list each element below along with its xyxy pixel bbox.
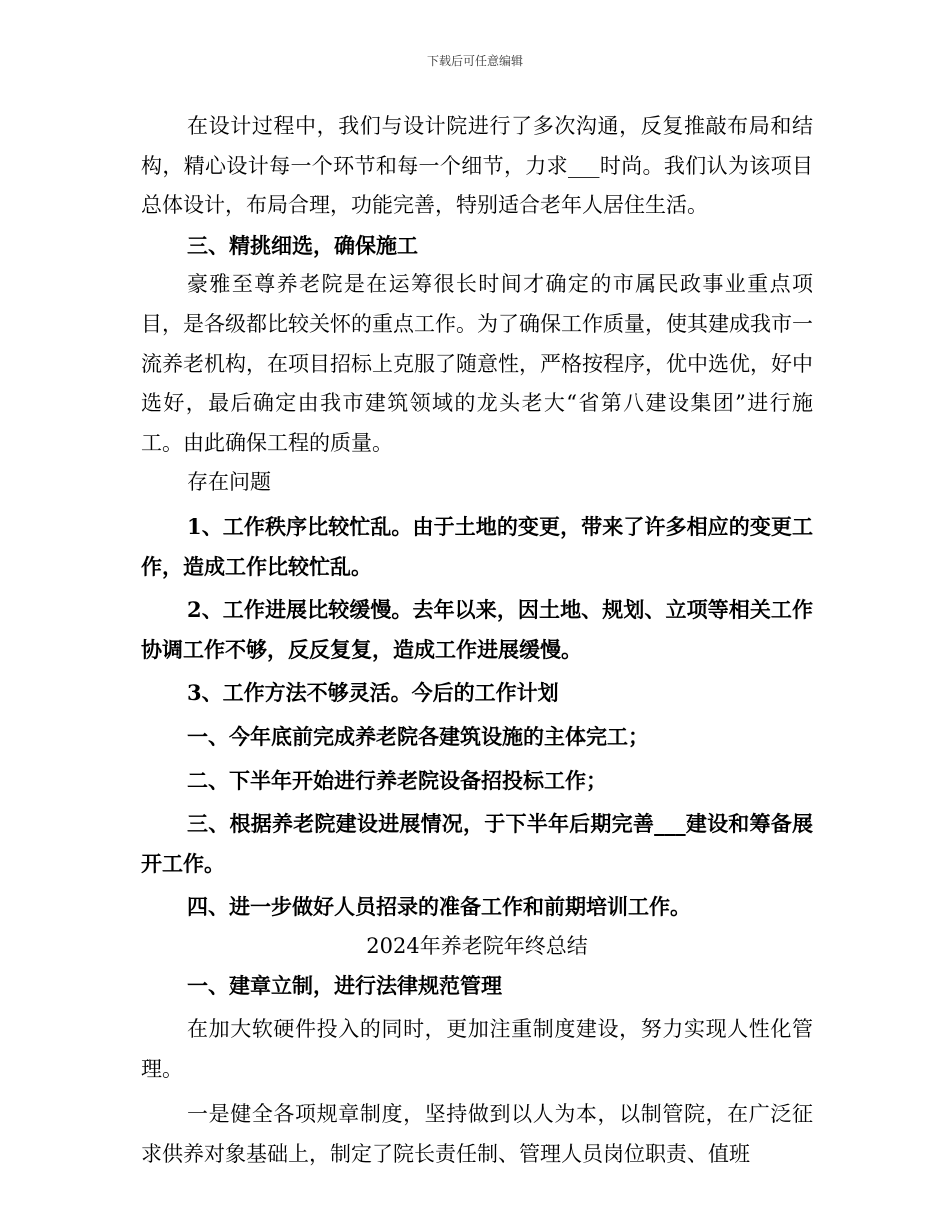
paragraph-system-building: 在加大软硬件投入的同时，更加注重制度建设，努力实现人性化管理。: [141, 1017, 813, 1081]
heading-existing-problems: 存在问题: [187, 470, 271, 495]
paragraph-design-process: 在设计过程中，我们与设计院进行了多次沟通，反复推敲布局和结构，精心设计每一个环节和每一个细节，力求___时尚。我们认为该项目总体设计，布局合理，功能完善，特别适合老年人居住生活。: [141, 114, 813, 218]
plan-item-1: 一、今年底前完成养老院各建筑设施的主体完工；: [187, 723, 649, 749]
page-header-note: 下载后可任意编辑: [426, 54, 523, 68]
document-body: [141, 107, 813, 1174]
problem-item-2: 2、工作进展比较缓慢。去年以来，因土地、规划、立项等相关工作协调工作不够，反反复复，造成工作进展缓慢。: [141, 597, 813, 662]
problem-item-1: 1、工作秩序比较忙乱。由于土地的变更，带来了许多相应的变更工作，造成工作比较忙乱。: [141, 513, 813, 579]
plan-item-4: 四、进一步做好人员招录的准备工作和前期培训工作。: [187, 894, 691, 920]
plan-item-3: 三、根据养老院建设进展情况，于下半年后期完善___建设和筹备展开工作。: [141, 811, 813, 876]
plan-item-2: 二、下半年开始进行养老院设备招投标工作；: [187, 767, 607, 793]
document-title-annual-summary: 2024年养老院年终总结: [366, 933, 588, 958]
paragraph-rules-detail: 一是健全各项规章制度，坚持做到以人为本，以制管院，在广泛征求供养对象基础上，制定了院长责任制、管理人员岗位职责、值班: [141, 1102, 813, 1166]
section-heading-select-construction: 三、精挑细选，确保施工: [187, 232, 418, 258]
section-heading-rules: 一、建章立制，进行法律规范管理: [187, 973, 502, 999]
problem-item-3: 3、工作方法不够灵活。今后的工作计划: [187, 680, 559, 706]
paragraph-project-tender: 豪雅至尊养老院是在运筹很长时间才确定的市属民政事业重点项目，是各级都比较关怀的重点工作。为了确保工作质量，使其建成我市一流养老机构，在项目招标上克服了随意性，严格按程序，优中选优，好中选好，最后确定由我市建筑领域的龙头老大“省第八建设集团”进行施工。由此确保工程的质量。: [141, 272, 813, 455]
